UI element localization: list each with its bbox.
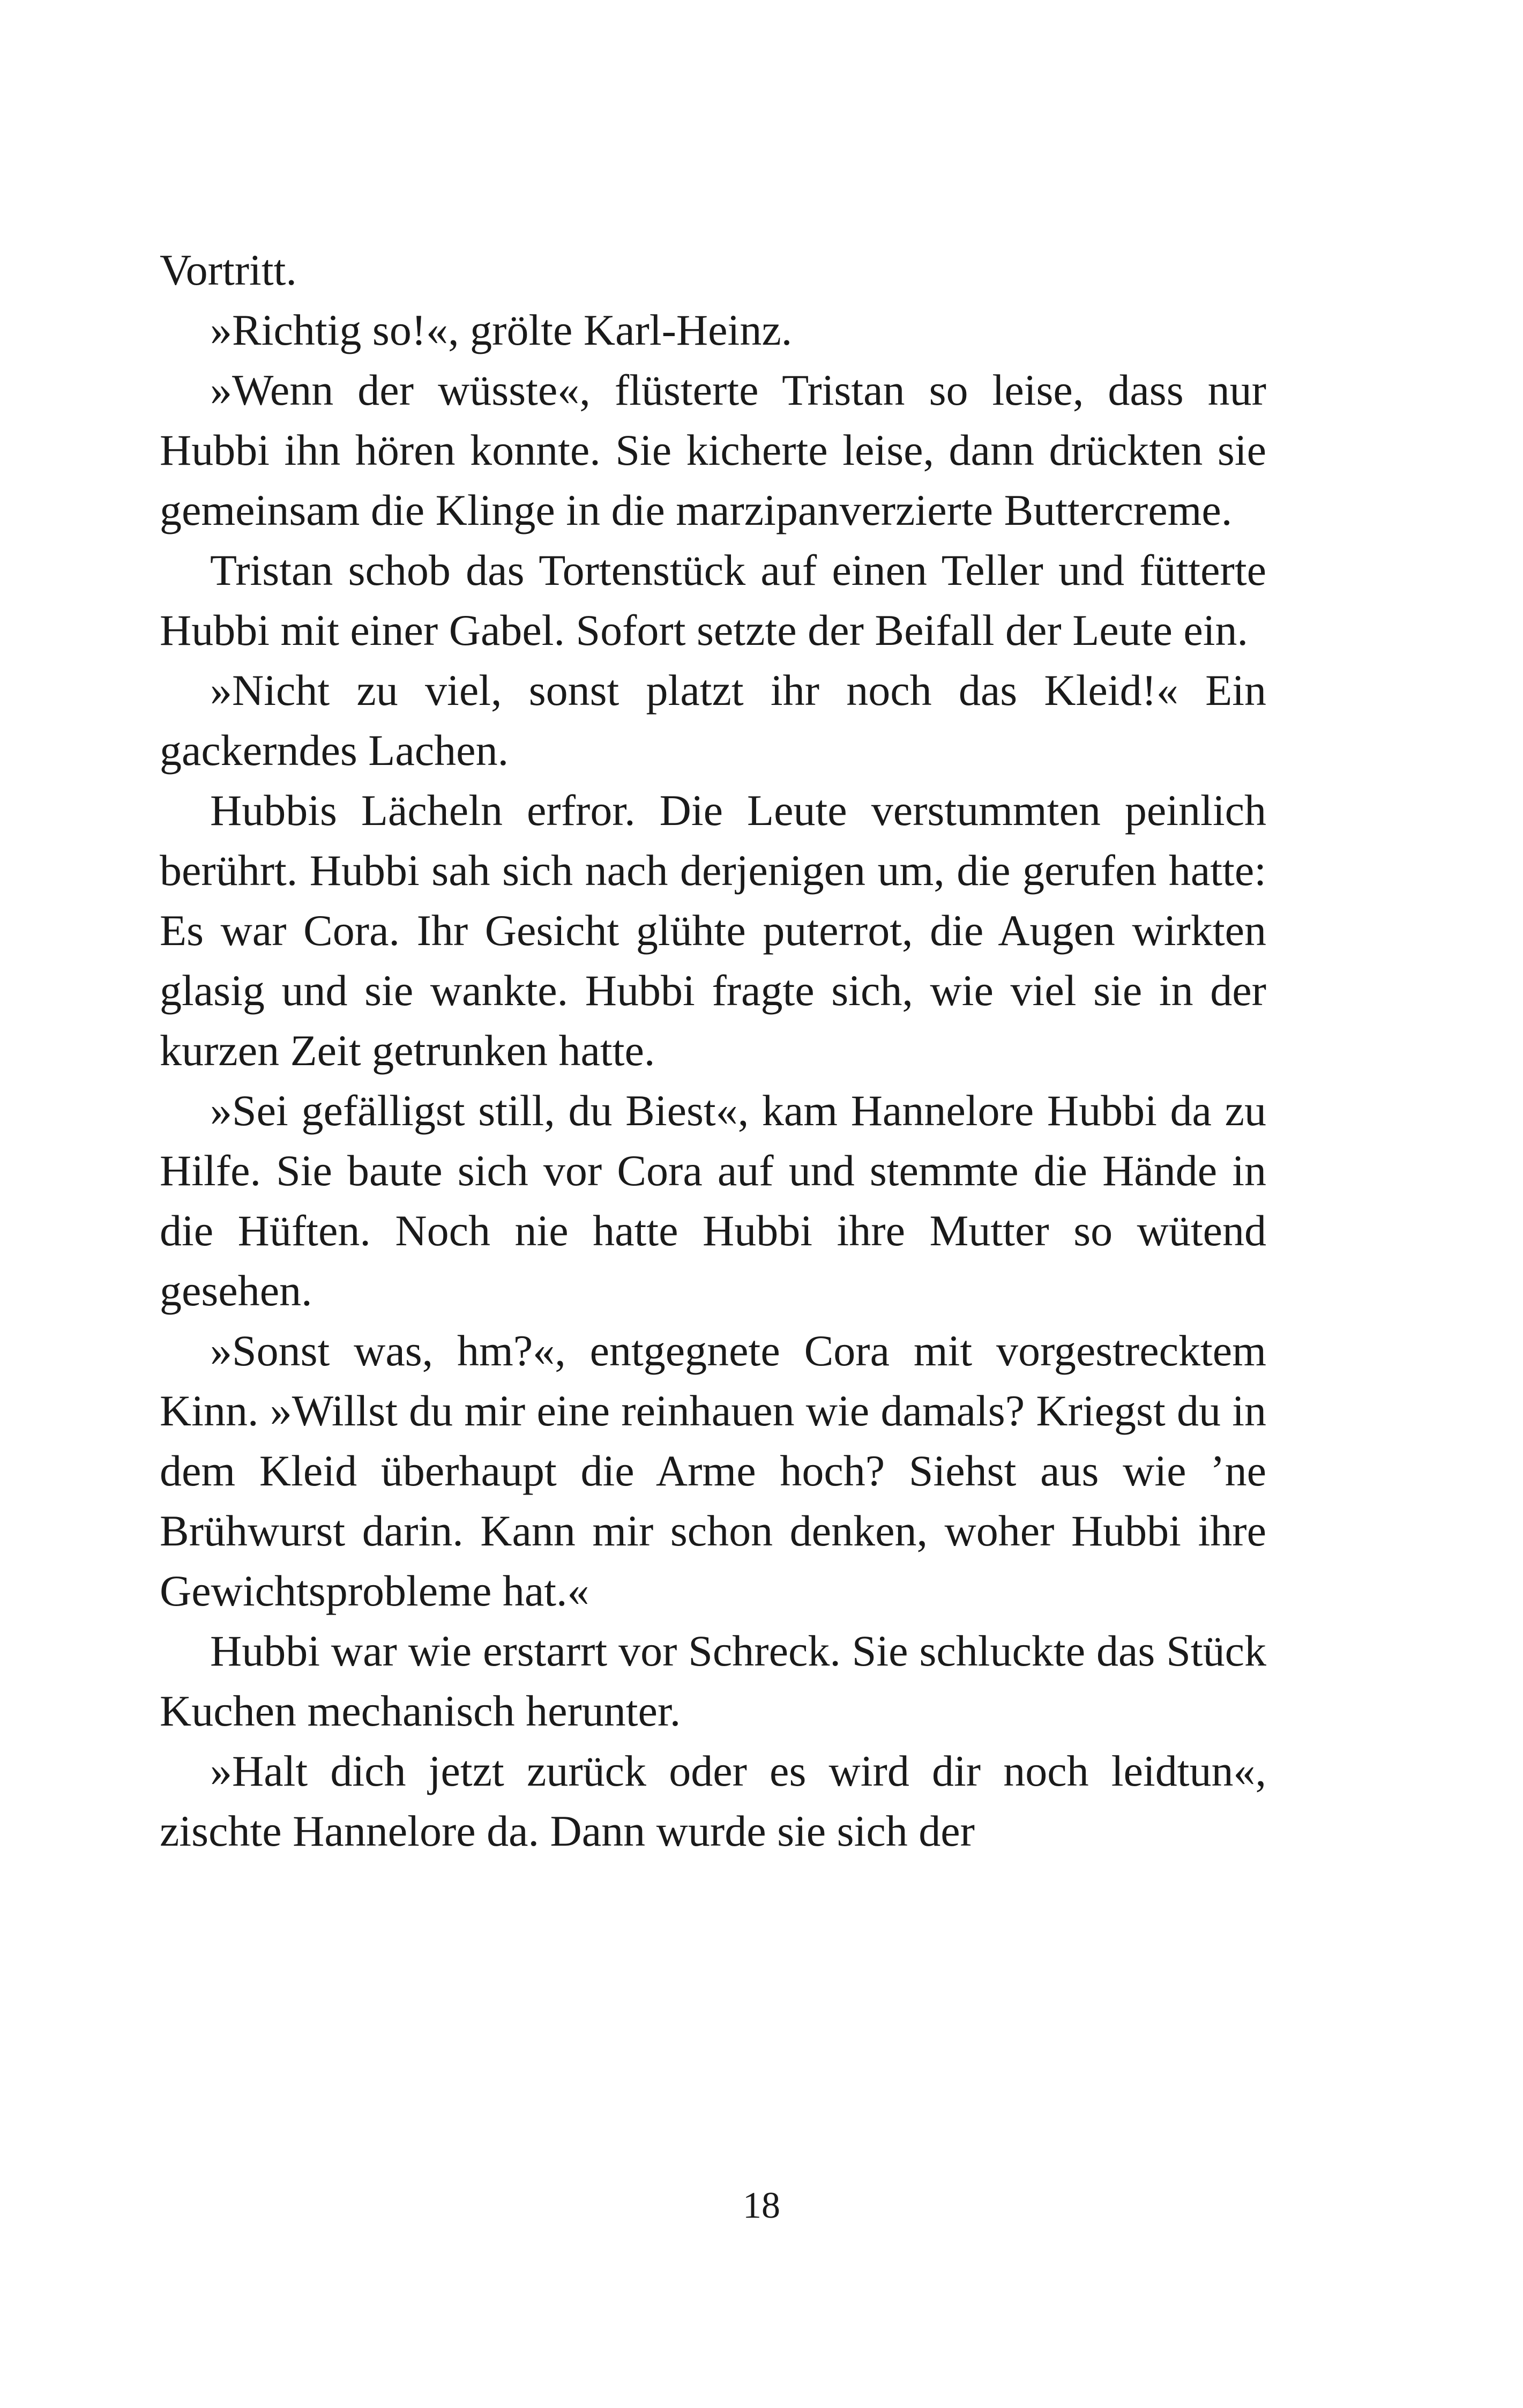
paragraph: »Richtig so!«, grölte Karl-Heinz. <box>210 306 793 354</box>
paragraph: »Sonst was, hm?«, entgegnete Cora mit vorgestrecktem Kinn. »Willst du mir eine reinhauen wie damals? Kriegst du in dem Kleid überhaupt die Arme hoch? Siehst aus wie ’ne Brühwurst darin. Kann mir schon denken, woher Hubbi ihre Gewichtsprobleme hat.« <box>160 1326 1266 1615</box>
paragraph: Vortritt. <box>160 246 297 294</box>
body-text <box>160 240 1266 1861</box>
paragraph: Hubbis Lächeln erfror. Die Leute verstummten peinlich berührt. Hubbi sah sich nach derjenigen um, die gerufen hatte: Es war Cora. Ihr Gesicht glühte puterrot, die Augen wirkten glasig und sie wankte. Hubbi fragte sich, wie viel sie in der kurzen Zeit getrunken hatte. <box>160 786 1266 1075</box>
paragraph: »Wenn der wüsste«, flüsterte Tristan so leise, dass nur Hubbi ihn hören konnte. Sie kicherte leise, dann drückten sie gemeinsam die Klinge in die marzipanverzierte Buttercreme. <box>160 366 1266 534</box>
paragraph: »Sei gefälligst still, du Biest«, kam Hannelore Hubbi da zu Hilfe. Sie baute sich vor Cora auf und stemmte die Hände in die Hüften. Noch nie hatte Hubbi ihre Mutter so wütend gesehen. <box>160 1086 1266 1315</box>
paragraph: »Halt dich jetzt zurück oder es wird dir noch leidtun«, zischte Hannelore da. Dann wurde sie sich der <box>160 1746 1266 1855</box>
paragraph: Tristan schob das Tortenstück auf einen Teller und fütterte Hubbi mit einer Gabel. Sofort setzte der Beifall der Leute ein. <box>160 546 1266 655</box>
page-number: 18 <box>743 2185 780 2226</box>
paragraph: »Nicht zu viel, sonst platzt ihr noch das Kleid!« Ein gackerndes Lachen. <box>160 666 1266 775</box>
paragraph: Hubbi war wie erstarrt vor Schreck. Sie schluckte das Stück Kuchen mechanisch herunter. <box>160 1626 1266 1735</box>
